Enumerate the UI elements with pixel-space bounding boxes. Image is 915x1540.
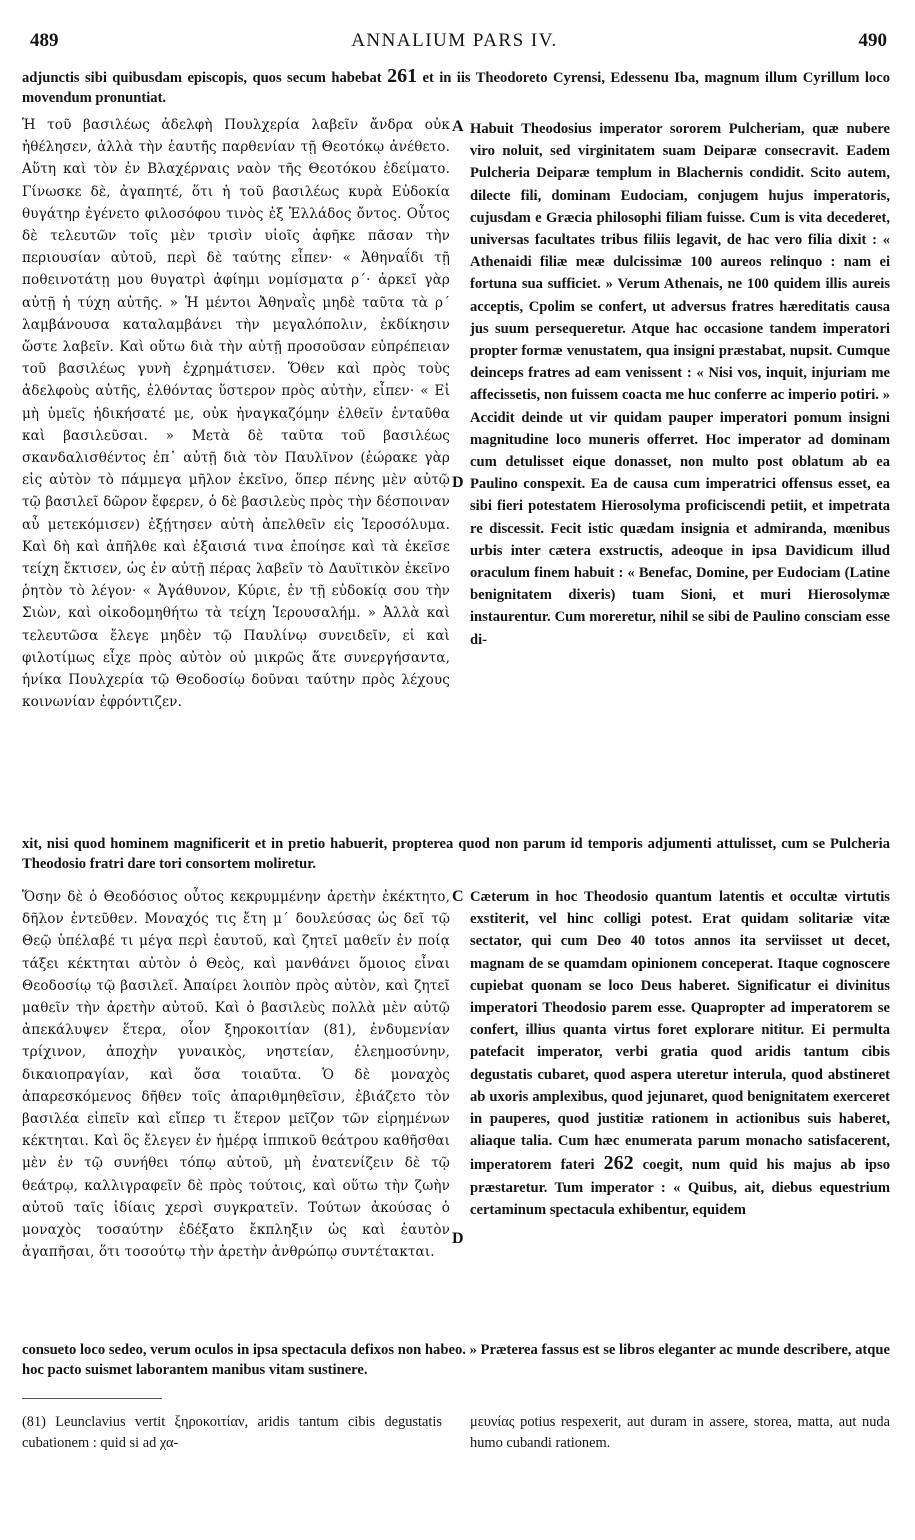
intro-text-before: adjunctis sibi quibusdam episcopis, quos secum habebat [22,70,382,86]
intro-text-after: et in iis Theodoreto Cyrensi, Edessenu Iba, magnum illum Cyrillum loco movendum pronuntiat. [22,70,890,106]
margin-letter-c: C [452,888,464,905]
latin-text-2a: Cæterum in hoc Theodosio quantum latentis et occultæ virtutis exstiterit, vel hinc colligi potest. Erat quidam solitariæ vitæ sectator, qui cum Deo 40 totos annos ita serviisset ut decet, magnam de se quamdam opinionem conceperat. Itaque cognoscere cupiebat quonam se loco Deus haberet. Significatur ei divinitus imperatori Theodosio parem esse. Quapropter ad imperatorem se confert, illius quanta virtus foret explorare nititur. Ei permulta patefacit imperator, verbi gratia quod aridis tantum cibis degustatis cubaret, quod aspera uteretur interula, quod abstineret ab uxoris amplexibus, quod jejunaret, quod benignitatem exerceret in pauperes, quod justitiæ rationem in actionibus suis haberet, aliaque talia. Cum hæc enumerata parum monacho satisfacerent, imperatorem fateri [470,889,890,1174]
page-number-right: 490 [858,30,887,51]
bridge-text-2: consueto loco sedeo, verum oculos in ipsa spectacula defixos non habeo. » Præterea fassus est se libros eleganter ac munde describere, atque hoc pacto suismet laborantem manibus vitam sustinere. [22,1342,890,1378]
greek-column-2 [22,886,450,1263]
intro-paragraph [22,66,890,108]
latin-bridge-2 [22,1340,890,1380]
footnote-rule [22,1398,162,1399]
greek-text-1: Ἡ τοῦ βασιλέως ἀδελφὴ Πουλχερία λαβεῖν ἄνδρα οὐκ ἠθέλησεν, ἀλλὰ τὴν ἑαυτῆς παρθενίαν τῇ Θεοτόκῳ ἀνέθετο. Αὕτη καὶ τὸν ἐν Βλαχέρναις ναὸν τῆς Θεοτόκου ἐδείματο. Γίνωσκε δὲ, ἀγαπητέ, ὅτι ἡ τοῦ βασιλέως κυρὰ Εὐδοκία θυγάτηρ ἐγένετο φιλοσόφου τινὸς ἐξ Ἑλλάδος ὄντος. Οὗτος δὲ τελευτῶν τοῖς μὲν τρισὶν υἱοῖς ἀφῆκε πᾶσαν τὴν περιουσίαν αὐτοῦ, περὶ δὲ ταύτης εἶπεν· « Ἀθηναΐδι τῇ ποθεινοτάτῃ μου θυγατρὶ ἀφίημι νομίσματα ρ΄· ἀρκεῖ γὰρ αὐτῇ ἡ τύχη αὐτῆς. » Ἡ μέντοι Ἀθηναῒς μηδὲ ταῦτα τὰ ρ΄ λαμβάνουσα καταλαμβάνει τὴν μεγαλόπολιν, ἐκδίκησιν ὥστε λαβεῖν. Καὶ οὕτω διὰ τὴν αὐτῇ προσοῦσαν εὐπρέπειαν τοῦ βασιλέως γυνὴ ἐχρημάτισεν. Ὅθεν καὶ πρὸς τοὺς ἀδελφοὺς αὐτῆς, ἐλθόντας ὕστερον πρὸς αὐτὴν, εἶπεν· « Εἰ μὴ ὑμεῖς ἠδικήσατέ με, οὐκ ἠναγκαζόμην ἐλθεῖν ἐνταῦθα καὶ βασιλεῦσαι. » Μετὰ δὲ ταῦτα τοῦ βασιλέως σκανδαλισθέντος ἐπ᾽ αὐτῇ διὰ τὸν Παυλῖνον (ἑώρακε γὰρ εἰς αὐτὸν τὸ πάμμεγα μῆλον ἐκεῖνο, ὅπερ πένης μὲν αὐτῷ τῷ βασιλεῖ δῶρον ἔφερεν, ὁ δὲ βασιλεὺς πρὸς τὴν δέσποιναν αὖ μετεκόμισεν) ἐξῄτησεν αὐτὴ ἀπελθεῖν εἰς Ἱεροσόλυμα. Καὶ δὴ καὶ ἀπῆλθε καὶ ἐξαισιά τινα ἐποίησε καὶ τὰ ἐκεῖσε τείχη ἔκτισεν, ὡς ἐν αὐτῇ πέρας λαβεῖν τὸ Δαυϊτικὸν ἐκεῖνο ῥητὸν τὸ λέγον· « Ἀγάθυνον, Κύριε, ἐν τῇ εὐδοκίᾳ σου τὴν Σιὼν, καὶ οἰκοδομηθήτω τὰ τείχη Ἱερουσαλήμ. » Ἀλλὰ καὶ τελευτῶσα ἔλεγε μηδὲν τῷ Παυλίνῳ συνειδεῖν, εἰ καὶ φιλοτίμως εἶχε πρὸς αὐτὸν οὐ μικρῶς ἅτε συνεργήσαντα, ἡνίκα Πουλχερία τῷ Θεοδοσίῳ δοῦναι ταύτην πρὸς λέχους κοινωνίαν ἐφρόντιζεν. [22,117,450,711]
footnote-81-continuation: μευνίας potius respexerit, aut duram in assere, storea, matta, aut nuda humo cubandi rationem. [470,1414,890,1451]
column-number-262: 262 [603,1152,634,1175]
latin-text-1: Habuit Theodosius imperator sororem Pulcheriam, quæ nubere viro noluit, sed virginitatem suam Deiparæ consecravit. Eadem Pulcheria Deiparæ templum in Blachernis condidit. Scito autem, dilecte fili, dominam Eudociam, conjugem hujus imperatoris, cujusdam e Græcia philosophi filiam fuisse. Cum is vita decederet, universas facultates tribus filiis legavit, de hac vero filia dixit : « Athenaidi filiæ meæ dulcissimæ 100 aureos relinquo : nam ei fortuna sua sufficiet. » Verum Athenais, ne 100 quidem illis aureis acceptis, Cpolim se confert, ut adversus fratres hæreditatis causa jus suum persequeretur. Atque hac occasione tandem imperatori propter formæ venustatem, qua insigni præstabat, nupsit. Cumque deinceps fratres ad eam venissent : « Nisi vos, inquit, injuriam me affecissetis, non fuissem coacta me huc conferre ac imperio potiri. » Accidit deinde ut vir quidam pauper imperatori pomum insigni magnitudine loco muneris offerret. Hoc imperator ad dominam cum detulisset eique donasset, non multo post oblatum ab ea Paulino conspexit. Ea de causa cum imperatrici offensus esset, ea sibi fieri potestatem Hierosolyma proficiscendi petiit, et impetrata re discessit. Fecit istic quædam insignia et admiranda, mœnibus urbis inter cætera exstructis, adeoque in ipsa Davidicum illud oraculum finem habuit : « Benefac, Domine, per Eudociam (Latine benignitatem dixeris) tuam Sioni, et muri Hierosolymæ instaurentur. Cum moreretur, nihil se sibi de Paulino consciam esse di- [470,121,890,648]
footnote-left [22,1412,442,1454]
greek-column-1 [22,114,450,713]
margin-letter-d: D [452,474,464,491]
page-number-left: 489 [30,30,59,51]
greek-text-2: Ὅσην δὲ ὁ Θεοδόσιος οὗτος κεκρυμμένην ἀρετὴν ἐκέκτητο, δῆλον ἐντεῦθεν. Μοναχός τις ἔτη μ΄ δουλεύσας ὡς δεῖ τῷ Θεῷ ὑπέλαβέ τι μέγα περὶ ἑαυτοῦ, καὶ ζητεῖ μαθεῖν ἐν ποίᾳ τάξει κέκτηται αὐτὸν ὁ Θεὸς, καὶ μανθάνει ὅμοιος εἶναι Θεοδοσίῳ τῷ βασιλεῖ. Ἀπαίρει λοιπὸν πρὸς αὐτὸν, καὶ ζητεῖ μαθεῖν τὴν ἀρετὴν αὐτοῦ. Καὶ ὁ βασιλεὺς πολλὰ μὲν αὐτῷ ἀπεκάλυψεν ἕτερα, οἷον ξηροκοιτίαν (81), ἐνδυμενίαν τρίχινον, ἀποχὴν γυναικὸς, νηστείαν, ἐλεημοσύνην, δικαιοπραγίαν, καὶ ὅσα τοιαῦτα. Ὁ δὲ μοναχὸς ἀπαρεσκόμενος δῆθεν τοῖς ἀπαριθμηθεῖσιν, ἐβιάζετο τὸν βασιλέα εἰπεῖν καὶ εἴπερ τι ἕτερον μεῖζον τῶν εἰρημένων κέκτηται. Καὶ ὃς ἔλεγεν ἐν ἡμέρᾳ ἱππικοῦ θεάτρου καθῆσθαι μὲν ἐν τῷ συνήθει τόπῳ αὐτοῦ, μὴ ἐνατενίζειν δὲ τῷ θεάτρῳ, καλλιγραφεῖν δὲ πρὸς τούτοις, καὶ οὕτω τὴν ζωὴν αὐτοῦ ταῖς ἰδίαις χερσὶ συγκρατεῖν. Τούτων ἀκούσας ὁ μοναχὸς τοσαύτην ἐδέξατο ἔκπληξιν ὡς καὶ ἑαυτὸν ἀγαπῆσαι, ὅτι τοσούτῳ τὴν ἀρετὴν ἀνθρώπῳ συντέτακται. [22,889,450,1261]
bridge-text-1: xit, nisi quod hominem magnificerit et in pretio habuerit, propterea quod non parum id temporis adjumenti attulisset, cum se Pulcheria Theodosio fratri dare tori consortem moliretur. [22,836,890,872]
column-number-261: 261 [387,65,418,87]
footnote-81-text: (81) Leunclavius vertit ξηροκοιτίαν, aridis tantum cibis degustatis cubationem : quid si ad χα- [22,1414,442,1451]
latin-column-2 [470,886,890,1221]
page-header [22,30,887,60]
margin-letter-d-2: D [452,1230,464,1247]
running-title: ANNALIUM PARS IV. [351,30,558,51]
latin-column-1 [470,118,890,651]
latin-text-2b: coegit, num quid his majus ab ipso præstaretur. Tum imperator : « Quibus, ait, diebus equestrium certaminum spectacula exhibentur, equidem [470,1157,890,1218]
margin-letter-a: A [452,118,464,135]
latin-bridge-1 [22,834,890,874]
footnote-right [470,1412,890,1454]
